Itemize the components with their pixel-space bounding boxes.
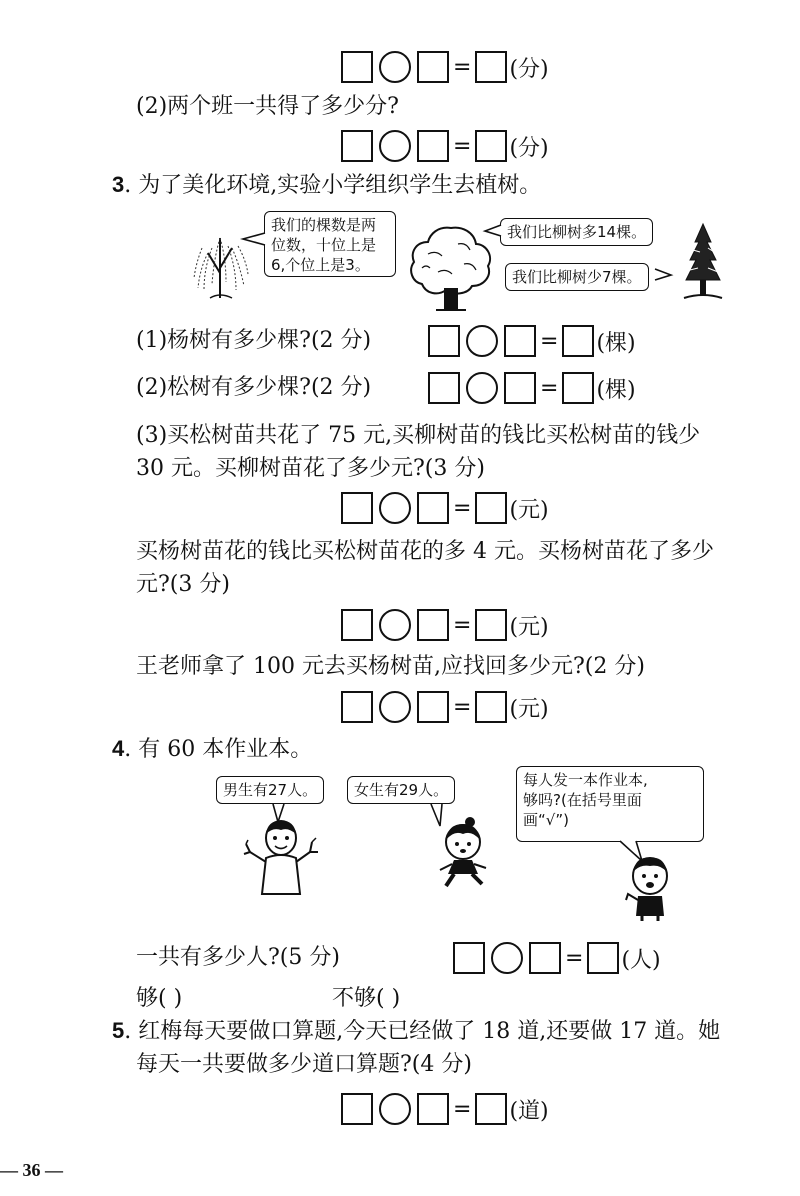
answer-box[interactable]	[529, 942, 561, 974]
answer-box[interactable]	[417, 51, 449, 83]
q3-c: 王老师拿了 100 元去买杨树苗,应找回多少元?(2 分)	[136, 654, 645, 679]
operator-circle[interactable]	[379, 691, 411, 723]
unit-label: (棵)	[596, 377, 636, 403]
answer-box[interactable]	[504, 325, 536, 357]
equation-row	[341, 689, 549, 725]
answer-box[interactable]	[417, 609, 449, 641]
question-text: . 有 60 本作业本。	[124, 737, 313, 762]
speech-bubble-boys: 男生有27人。	[216, 776, 324, 804]
q3-sub1: (1)杨树有多少棵?(2 分)	[136, 328, 372, 353]
equation-row	[341, 607, 549, 643]
pine-tree-illustration	[678, 222, 728, 302]
question-number: 3	[112, 172, 125, 197]
unit-label: (元)	[509, 614, 549, 640]
unit-label: (元)	[509, 497, 549, 523]
answer-box[interactable]	[417, 691, 449, 723]
unit-label: (道)	[509, 1098, 549, 1124]
speech-bubble-girls: 女生有29人。	[347, 776, 455, 804]
equals-sign: =	[453, 133, 472, 159]
speech-bubble-willow	[264, 211, 396, 277]
question-text: . 为了美化环境,实验小学组织学生去植树。	[124, 173, 542, 198]
equation-row	[341, 49, 549, 85]
q5-line2: 每天一共要做多少道口算题?(4 分)	[136, 1052, 472, 1077]
bubble-tail	[484, 224, 502, 238]
equals-sign: =	[453, 612, 472, 638]
operator-circle[interactable]	[379, 609, 411, 641]
question-number: 4	[112, 736, 125, 761]
equation-row	[341, 128, 549, 164]
answer-box[interactable]	[475, 691, 507, 723]
bubble-tail	[242, 232, 266, 246]
unit-label: (人)	[621, 947, 661, 973]
answer-box[interactable]	[453, 942, 485, 974]
q3-title	[112, 170, 541, 201]
answer-box[interactable]	[475, 1093, 507, 1125]
answer-box[interactable]	[341, 492, 373, 524]
speech-bubble-question	[516, 766, 704, 842]
equals-sign: =	[453, 694, 472, 720]
equals-sign: =	[565, 945, 584, 971]
question-number: 5	[112, 1018, 125, 1043]
operator-circle[interactable]	[466, 372, 498, 404]
bubble-line: 每人发一本作业本,	[523, 771, 648, 789]
enough-option[interactable]: 够( )	[136, 986, 183, 1011]
equation-row	[453, 940, 661, 976]
equation-row	[428, 370, 636, 406]
speech-bubble-pine: 我们比柳树少7棵。	[505, 263, 649, 291]
answer-box[interactable]	[428, 325, 460, 357]
unit-label: (元)	[509, 696, 549, 722]
bubble-line: 够吗?(在括号里面	[523, 791, 642, 809]
bubble-tail	[654, 268, 672, 282]
answer-box[interactable]	[341, 1093, 373, 1125]
question-text: . 红梅每天要做口算题,今天已经做了 18 道,还要做 17 道。她	[124, 1019, 721, 1044]
operator-circle[interactable]	[491, 942, 523, 974]
equals-sign: =	[540, 375, 559, 401]
q2-sub2: (2)两个班一共得了多少分?	[136, 94, 399, 119]
operator-circle[interactable]	[379, 51, 411, 83]
speech-bubble-poplar: 我们比柳树多14棵。	[500, 218, 653, 246]
q3-b-line2: 元?(3 分)	[136, 572, 230, 597]
unit-label: (分)	[509, 135, 549, 161]
answer-box[interactable]	[341, 691, 373, 723]
girl-illustration	[432, 818, 494, 890]
equals-sign: =	[453, 1096, 472, 1122]
willow-tree-illustration	[190, 218, 250, 300]
equals-sign: =	[453, 495, 472, 521]
answer-box[interactable]	[341, 51, 373, 83]
answer-box[interactable]	[417, 1093, 449, 1125]
q4-title	[112, 734, 312, 765]
unit-label: (棵)	[596, 330, 636, 356]
equals-sign: =	[453, 54, 472, 80]
bubble-line: 位数，十位上是	[271, 236, 377, 254]
answer-box[interactable]	[587, 942, 619, 974]
boy-illustration	[238, 818, 324, 896]
answer-box[interactable]	[562, 325, 594, 357]
q5-line1	[112, 1016, 720, 1047]
bubble-line: 画“√”)	[523, 811, 569, 829]
small-boy-illustration	[622, 854, 678, 922]
operator-circle[interactable]	[466, 325, 498, 357]
equation-row	[341, 1091, 549, 1127]
answer-box[interactable]	[341, 130, 373, 162]
answer-box[interactable]	[417, 492, 449, 524]
q3-b-line1: 买杨树苗花的钱比买松树苗花的多 4 元。买杨树苗花了多少	[136, 539, 714, 564]
bubble-line: 6,个位上是3。	[271, 256, 370, 274]
answer-box[interactable]	[428, 372, 460, 404]
operator-circle[interactable]	[379, 1093, 411, 1125]
not-enough-option[interactable]: 不够( )	[332, 986, 401, 1011]
q3-sub2: (2)松树有多少棵?(2 分)	[136, 375, 372, 400]
equals-sign: =	[540, 328, 559, 354]
answer-box[interactable]	[562, 372, 594, 404]
answer-box[interactable]	[475, 51, 507, 83]
q4-sub1: 一共有多少人?(5 分)	[136, 945, 340, 970]
q3-sub3-line2: 30 元。买柳树苗花了多少元?(3 分)	[136, 456, 485, 481]
equation-row	[428, 323, 636, 359]
q3-sub3-line1: (3)买松树苗共花了 75 元,买柳树苗的钱比买松树苗的钱少	[136, 423, 701, 448]
answer-box[interactable]	[341, 609, 373, 641]
answer-box[interactable]	[475, 130, 507, 162]
answer-box[interactable]	[504, 372, 536, 404]
bubble-line: 我们的棵数是两	[271, 216, 377, 234]
operator-circle[interactable]	[379, 492, 411, 524]
unit-label: (分)	[509, 56, 549, 82]
answer-box[interactable]	[417, 130, 449, 162]
poplar-tree-illustration	[408, 224, 494, 312]
page-number: — 36 —	[0, 1160, 63, 1180]
equation-row	[341, 490, 549, 526]
answer-box[interactable]	[475, 492, 507, 524]
answer-box[interactable]	[475, 609, 507, 641]
operator-circle[interactable]	[379, 130, 411, 162]
